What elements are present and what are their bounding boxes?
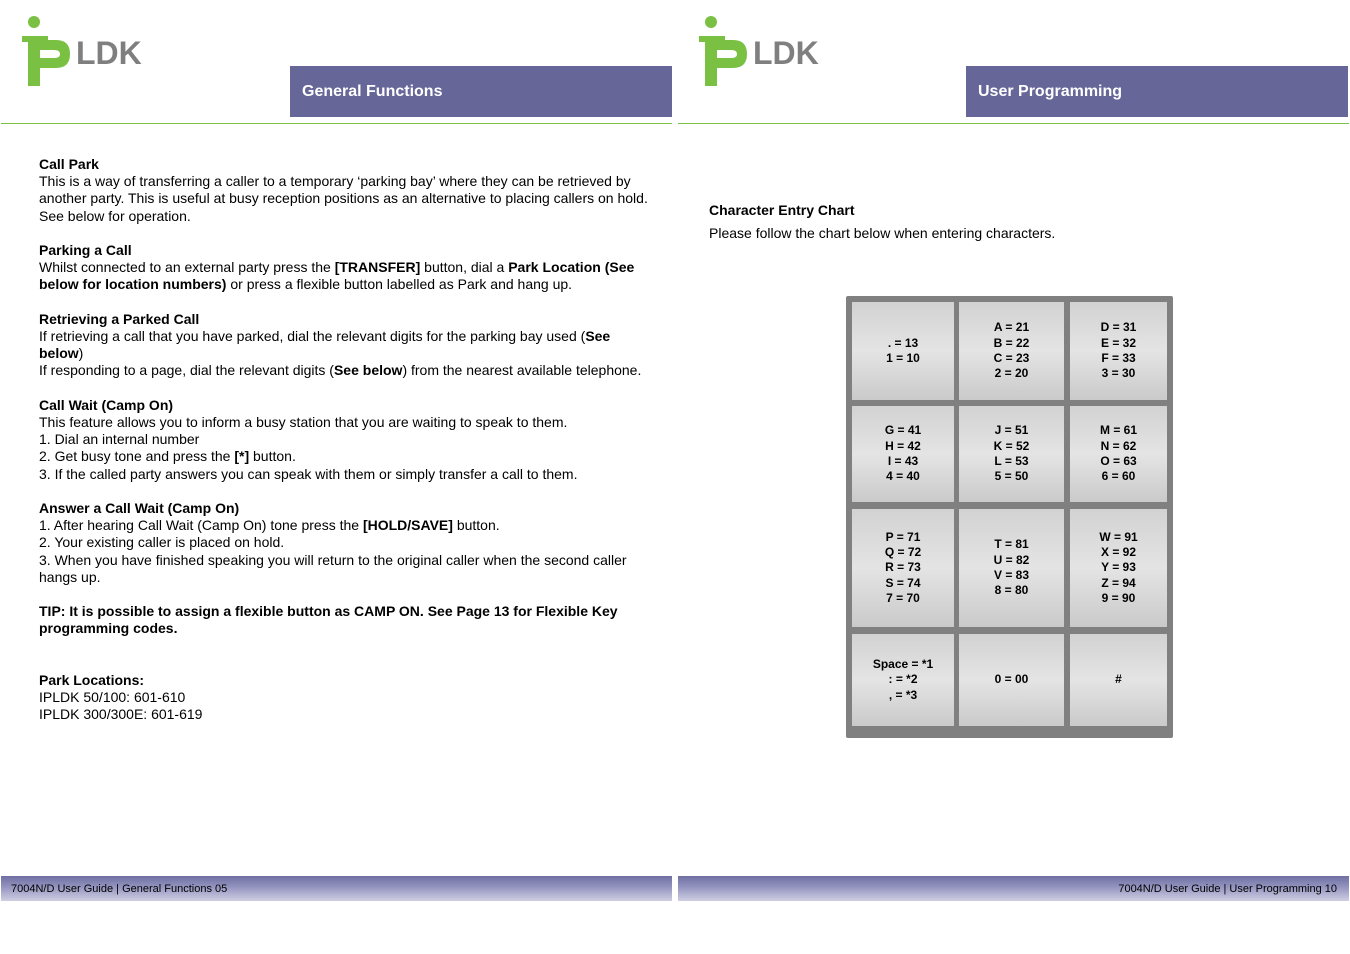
key-9 — [1070, 509, 1167, 627]
key-mapping: S = 74 — [885, 575, 921, 590]
retrieving-text-3: ) from the nearest available telephone. — [402, 362, 642, 379]
key-mapping: 2 = 20 — [994, 366, 1029, 381]
answer-section — [39, 500, 649, 586]
svg-text:LDK: LDK — [76, 35, 142, 71]
key-mapping: T = 81 — [994, 537, 1029, 552]
answer-step-3: 3. When you have finished speaking you will return to the original caller when the second caller hangs up. — [39, 551, 627, 585]
park-location-2: IPLDK 300/300E: 601-619 — [39, 706, 203, 723]
key-6 — [1070, 406, 1167, 502]
key-3 — [1070, 302, 1167, 400]
key-mapping: 5 = 50 — [994, 469, 1029, 484]
character-entry-chart — [846, 296, 1173, 738]
star-key: [*] — [234, 448, 250, 465]
key-mapping: , = *3 — [888, 687, 918, 702]
see-below-ref: See below — [39, 328, 611, 362]
key-mapping: M = 61 — [1099, 423, 1138, 438]
key-mapping: I = 43 — [887, 454, 919, 468]
parking-section — [39, 242, 649, 294]
key-mapping: 6 = 60 — [1101, 469, 1136, 484]
svg-text:LDK: LDK — [753, 35, 819, 71]
key-mapping: 4 = 40 — [886, 469, 920, 484]
general-functions-content — [39, 156, 649, 741]
park-location-1: IPLDK 50/100: 601-610 — [39, 689, 186, 706]
page-footer: 7004N/D User Guide | General Functions 05 — [1, 876, 672, 901]
retrieving-title: Retrieving a Parked Call — [39, 310, 200, 327]
key-mapping: 1 = 10 — [886, 351, 920, 365]
key-mapping: # — [1115, 672, 1122, 687]
left-page — [0, 0, 672, 954]
key-mapping: . = 13 — [887, 335, 919, 350]
key-mapping: O = 63 — [1100, 454, 1137, 468]
camp-on-step-2-end: button. — [249, 448, 296, 465]
park-locations-title: Park Locations: — [39, 671, 145, 688]
parking-text-3: or press a flexible button labelled as Park and hang up. — [226, 276, 573, 293]
page-footer: 7004N/D User Guide | User Programming 10 — [678, 876, 1349, 901]
key-mapping: R = 73 — [885, 560, 921, 575]
retrieving-text-1: If retrieving a call that you have parked, dial the relevant digits for the parking bay used ( — [39, 328, 586, 344]
parking-title: Parking a Call — [39, 242, 132, 258]
tip — [39, 603, 649, 637]
camp-on-intro: This feature allows you to inform a busy station that you are waiting to speak to them. — [39, 414, 568, 430]
key-mapping: G = 41 — [884, 423, 922, 438]
call-park-section — [39, 156, 649, 225]
camp-on-step-1: 1. Dial an internal number — [39, 431, 200, 448]
key-mapping: D = 31 — [1100, 320, 1137, 335]
key-2 — [959, 302, 1064, 400]
key-mapping: Z = 94 — [1101, 575, 1136, 590]
divider — [678, 123, 1349, 124]
tip-text: TIP: It is possible to assign a flexible button as CAMP ON. See Page 13 for Flexible Key programming codes. — [39, 603, 618, 637]
key-4 — [852, 406, 954, 502]
key-mapping: : = *2 — [888, 672, 918, 687]
key-mapping: L = 53 — [994, 454, 1029, 468]
page-header: User Programming — [966, 66, 1348, 117]
parking-text-2: button, dial a — [420, 259, 509, 276]
key-mapping: C = 23 — [993, 351, 1030, 365]
call-park-body: This is a way of transferring a caller to a temporary ‘parking bay’ where they can be retrieved by another party. This is useful at busy reception positions as an alternative to placing callers on hold. See below for operation. — [39, 173, 648, 224]
key-mapping: Y = 93 — [1101, 560, 1136, 575]
hold-save-key: [HOLD/SAVE] — [362, 517, 453, 534]
camp-on-step-3: 3. If the called party answers you can speak with them or simply transfer a call to them. — [39, 465, 578, 482]
page-header: General Functions — [290, 66, 672, 117]
ipldk-logo — [695, 14, 825, 92]
key-7 — [852, 509, 954, 627]
key-mapping: 8 = 80 — [994, 583, 1029, 598]
divider — [1, 123, 672, 124]
answer-step-1: 1. After hearing Call Wait (Camp On) tone press the — [39, 517, 363, 534]
key-5 — [959, 406, 1064, 502]
camp-on-title: Call Wait (Camp On) — [39, 396, 174, 413]
key-mapping: 7 = 70 — [886, 590, 920, 605]
key-mapping: Q = 72 — [884, 545, 922, 560]
call-park-title: Call Park — [39, 156, 99, 172]
key-mapping: W = 91 — [1099, 529, 1138, 544]
key-8 — [959, 509, 1064, 627]
see-below-ref: See below — [333, 362, 403, 379]
key-mapping: P = 71 — [885, 529, 921, 544]
retrieving-text-2: If responding to a page, dial the relevant digits ( — [39, 362, 334, 379]
key-mapping: K = 52 — [993, 438, 1030, 453]
key-mapping: Space = *1 — [872, 657, 934, 672]
chart-title: Character Entry Chart — [709, 202, 855, 218]
key-mapping: V = 83 — [993, 568, 1030, 582]
answer-step-2: 2. Your existing caller is placed on hold. — [39, 534, 285, 551]
key-hash — [1070, 634, 1167, 726]
key-mapping: A = 21 — [993, 320, 1030, 335]
key-mapping: H = 42 — [885, 438, 921, 453]
key-mapping: F = 33 — [1101, 351, 1136, 365]
ipldk-logo — [18, 14, 148, 92]
camp-on-step-2: 2. Get busy tone and press the — [39, 448, 235, 465]
key-mapping: 3 = 30 — [1101, 366, 1136, 381]
key-mapping: X = 92 — [1100, 545, 1137, 560]
key-mapping: N = 62 — [1100, 438, 1137, 453]
transfer-key: [TRANSFER] — [334, 259, 421, 276]
key-mapping: J = 51 — [994, 423, 1029, 438]
camp-on-section — [39, 397, 649, 483]
right-page — [677, 0, 1349, 954]
answer-title: Answer a Call Wait (Camp On) — [39, 500, 240, 516]
park-location-ref: Park Location (See below for location numbers) — [39, 259, 635, 293]
key-mapping: 9 = 90 — [1101, 590, 1136, 605]
key-1 — [852, 302, 954, 400]
park-locations-section — [39, 672, 649, 724]
key-mapping: E = 32 — [1100, 335, 1137, 350]
parking-text-1: Whilst connected to an external party press the — [39, 259, 335, 276]
chart-intro: Please follow the chart below when entering characters. — [709, 225, 1056, 241]
key-mapping: B = 22 — [993, 335, 1030, 350]
answer-step-1-end: button. — [452, 517, 500, 534]
key-mapping: 0 = 00 — [994, 672, 1029, 687]
key-mapping: U = 82 — [993, 552, 1030, 567]
key-star — [852, 634, 954, 726]
retrieving-section — [39, 311, 649, 380]
retrieving-paren: ) — [78, 345, 84, 362]
key-0 — [959, 634, 1064, 726]
